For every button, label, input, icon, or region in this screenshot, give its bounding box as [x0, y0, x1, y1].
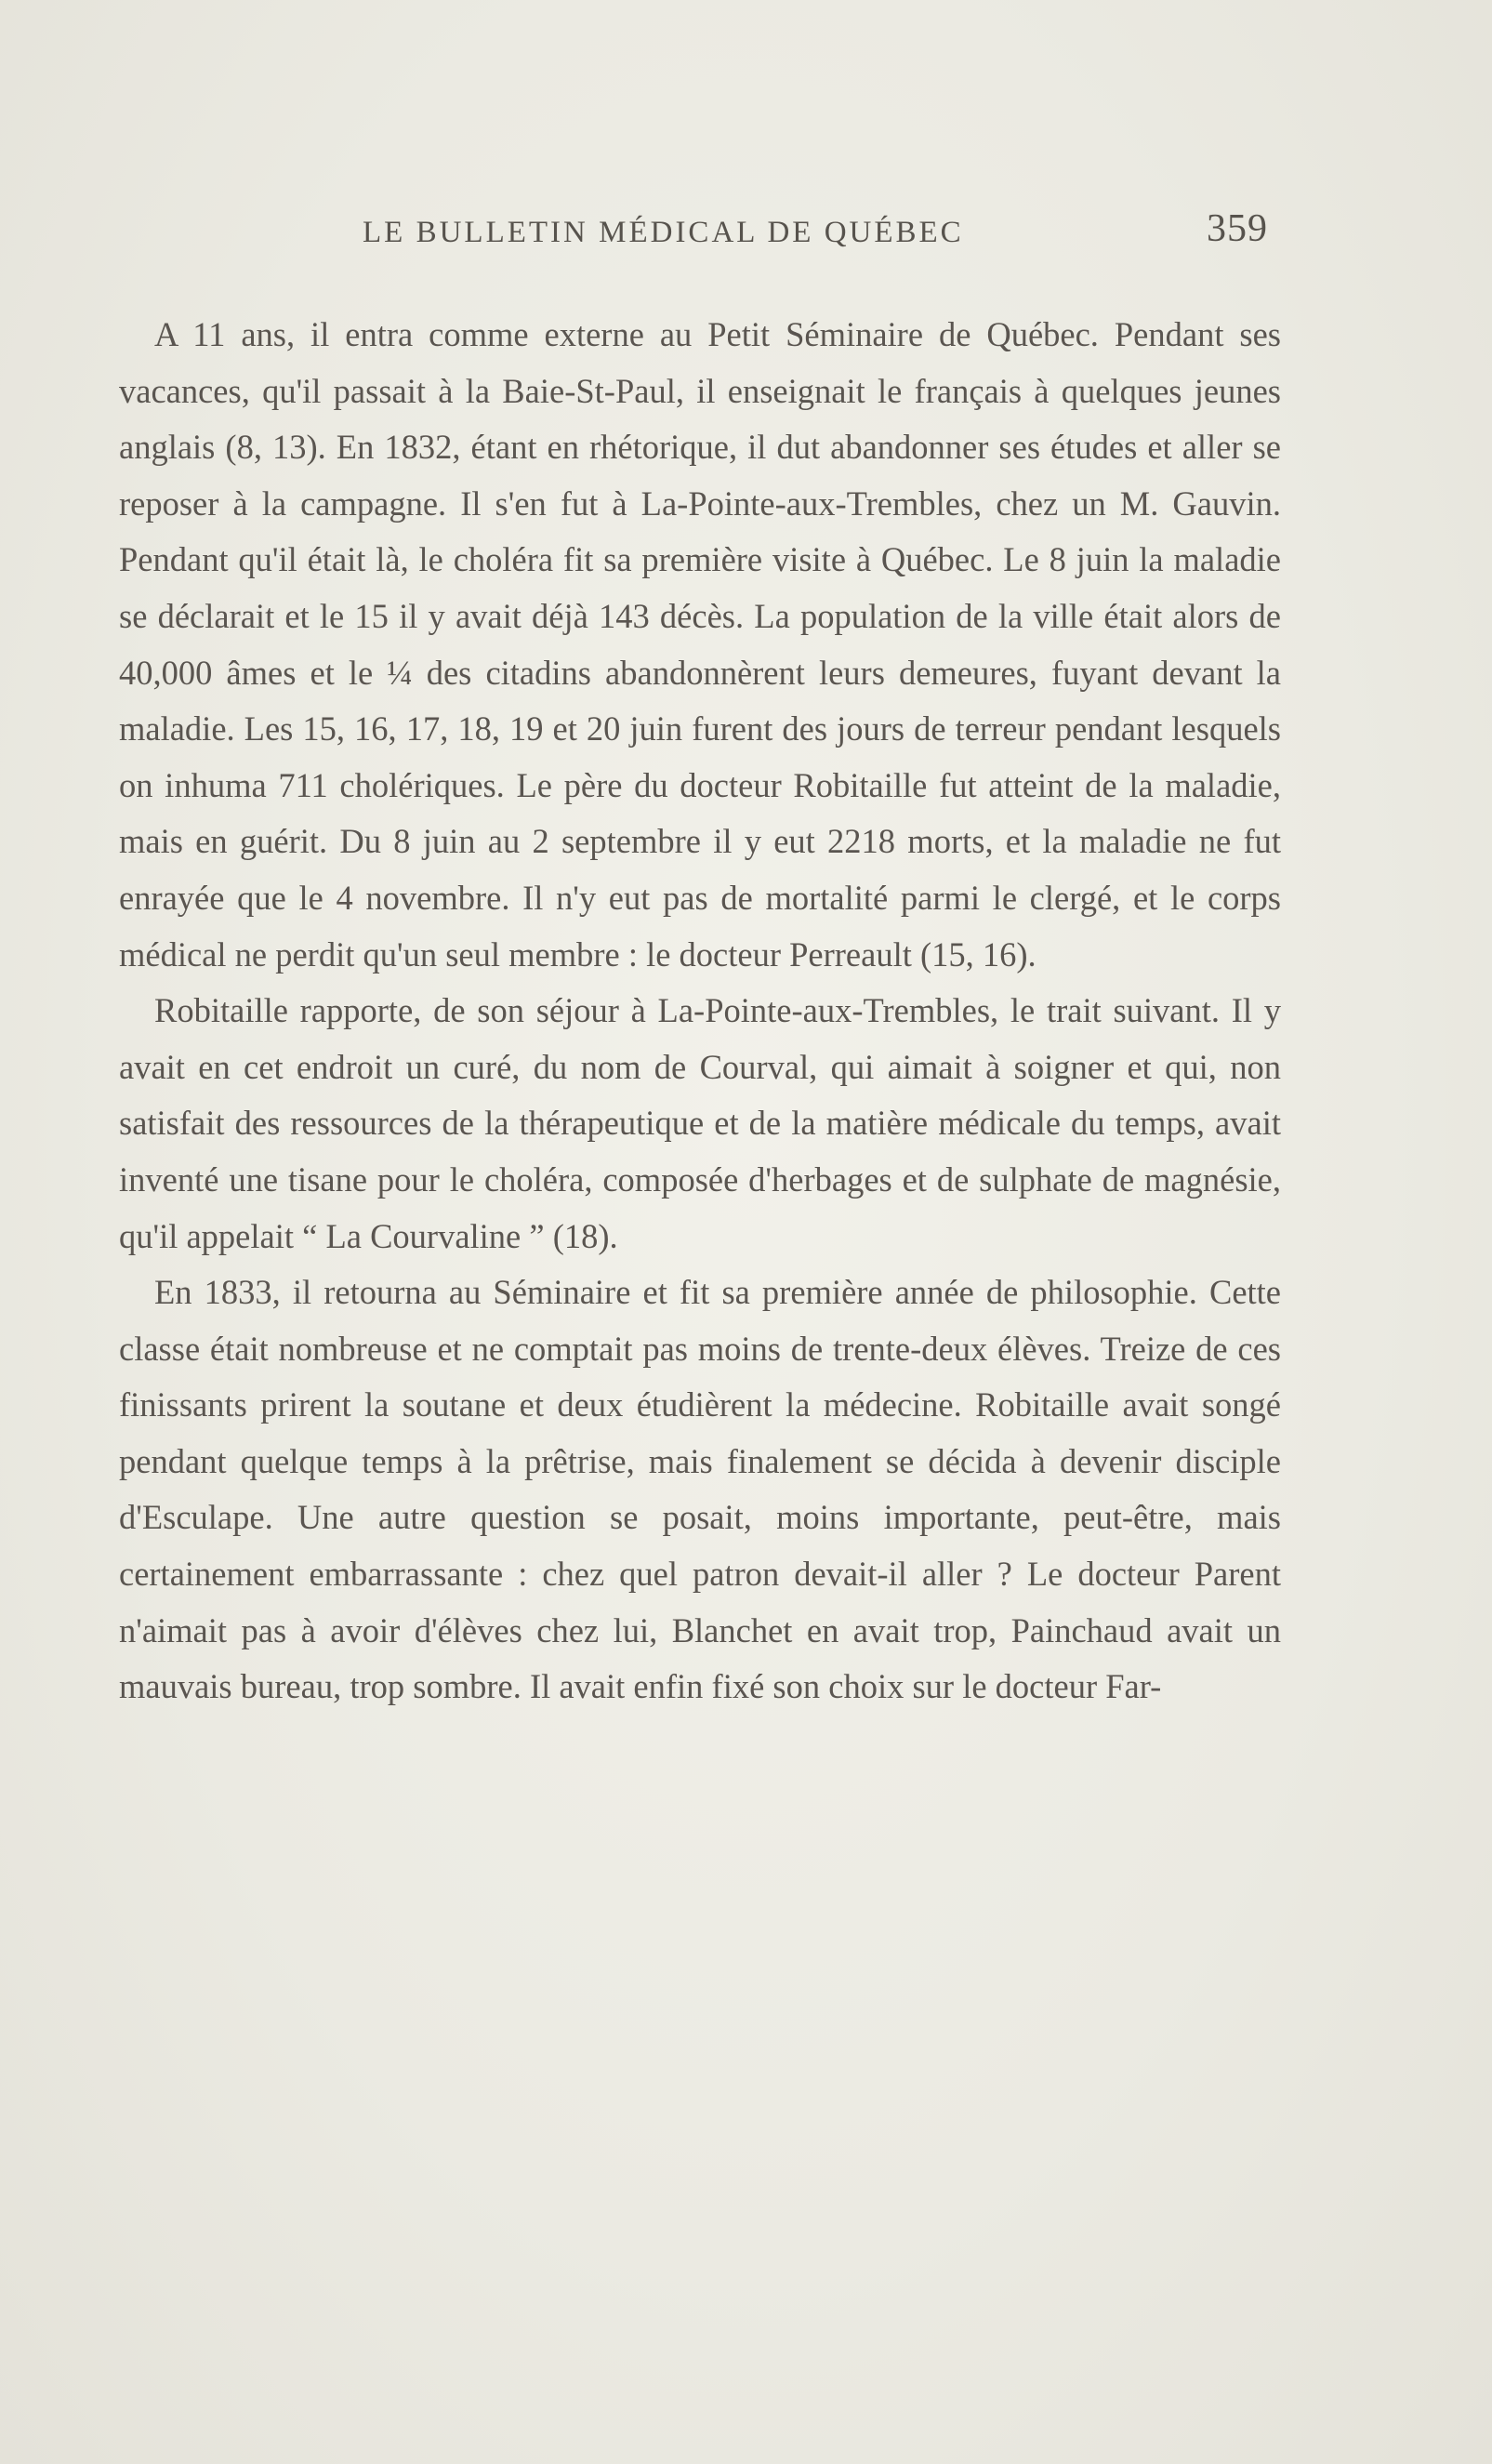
page-number: 359: [1207, 207, 1268, 250]
paragraph: En 1833, il retourna au Séminaire et fit sa première année de philosophie. Cette classe était nombreuse et ne comptait pas moins de trente-deux élèves. Treize de ces finissants prirent la soutane et deux étudièrent la médecine. Robitaille avait songé pendant quelque temps à la prêtrise, mais finalement se décida à devenir disciple d'Esculape. Une autre question se posait, moins importante, peut-être, mais certainement embarrassante : chez quel patron devait-il aller ? Le docteur Parent n'aimait pas à avoir d'élèves chez lui, Blanchet en avait trop, Painchaud avait un mauvais bureau, trop sombre. Il avait enfin fixé son choix sur le docteur Far-: [119, 1273, 1281, 1706]
paragraph: Robitaille rapporte, de son séjour à La-Pointe-aux-Trembles, le trait suivant. Il y avait en cet endroit un curé, du nom de Courval, qui aimait à soigner et qui, non satisfait des ressources de la thérapeutique et de la matière médicale du temps, avait inventé une tisane pour le choléra, composée d'herbages et de sulphate de magnésie, qu'il appelait “ La Courvaline ” (18).: [119, 991, 1281, 1255]
running-title: LE BULLETIN MÉDICAL DE QUÉBEC: [363, 216, 964, 249]
running-head: [0, 206, 1492, 262]
body-text: [119, 307, 1281, 1716]
paragraph: A 11 ans, il entra comme externe au Petit Séminaire de Québec. Pendant ses vacances, qu'il passait à la Baie-St-Paul, il enseignait le français à quelques jeunes anglais (8, 13). En 1832, étant en rhétorique, il dut abandonner ses études et aller se reposer à la campagne. Il s'en fut à La-Pointe-aux-Trembles, chez un M. Gauvin. Pendant qu'il était là, le choléra fit sa première visite à Québec. Le 8 juin la maladie se déclarait et le 15 il y avait déjà 143 décès. La population de la ville était alors de 40,000 âmes et le ¼ des citadins abandonnèrent leurs demeures, fuyant devant la maladie. Les 15, 16, 17, 18, 19 et 20 juin furent des jours de terreur pendant lesquels on inhuma 711 cholériques. Le père du docteur Robitaille fut atteint de la maladie, mais en guérit. Du 8 juin au 2 septembre il y eut 2218 morts, et la maladie ne fut enrayée que le 4 novembre. Il n'y eut pas de mortalité parmi le clergé, et le corps médical ne perdit qu'un seul membre : le docteur Perreault (15, 16).: [119, 315, 1281, 974]
